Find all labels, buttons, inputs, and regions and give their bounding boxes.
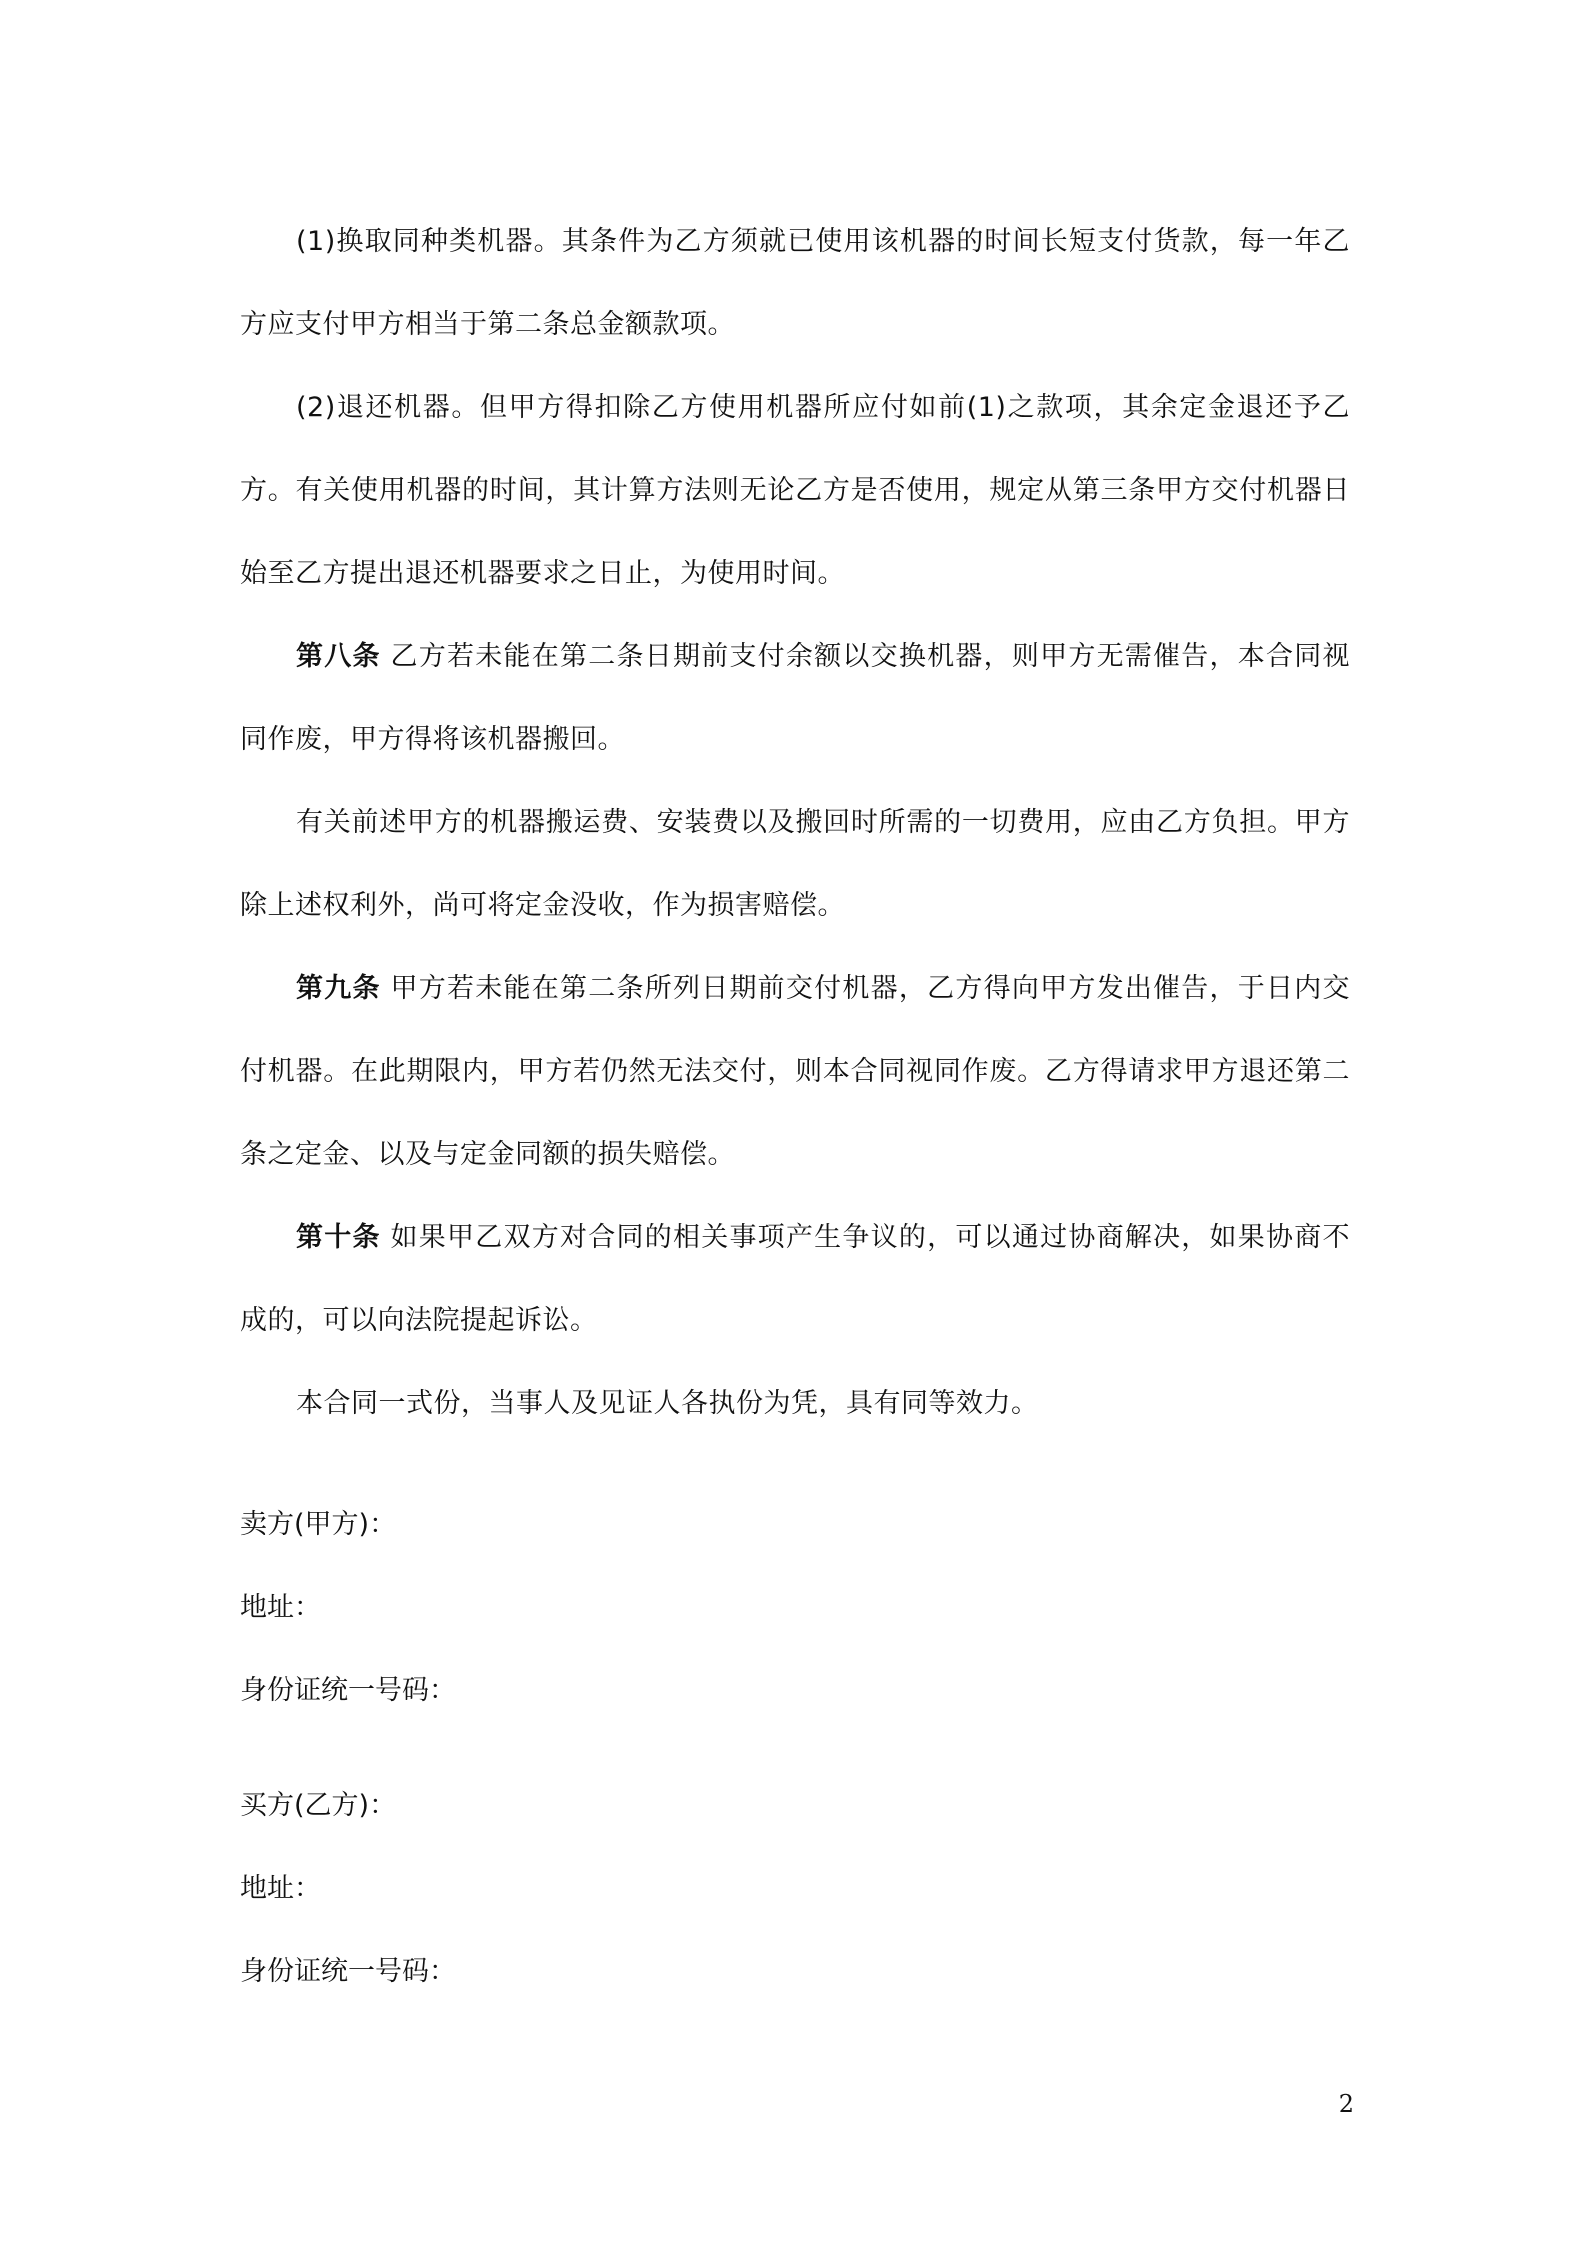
paragraph-text: (1)换取同种类机器。其条件为乙方须就已使用该机器的时间长短支付货款，每一年乙方应支付甲方相当于第二条总金额款项。: [240, 226, 1350, 340]
seller-signature-block: [240, 1483, 940, 1732]
paragraph-text: 甲方若未能在第二条所列日期前交付机器，乙方得向甲方发出催告，于日内交付机器。在此期限内，甲方若仍然无法交付，则本合同视同作废。乙方得请求甲方退还第二条之定金、以及与定金同额的损失赔偿。: [240, 973, 1350, 1170]
seller-address-label: 地址：: [240, 1592, 321, 1623]
clause-paragraph: [240, 200, 1350, 366]
seller-title: 卖方(甲方)：: [240, 1509, 397, 1540]
clause-paragraph: [240, 615, 1350, 781]
clause-paragraph: [240, 947, 1350, 1196]
paragraph-text: 本合同一式份，当事人及见证人各执份为凭，具有同等效力。: [296, 1388, 1039, 1419]
clause-paragraph: [240, 366, 1350, 615]
buyer-address-label: 地址：: [240, 1873, 321, 1904]
clause-paragraph: [240, 1196, 1350, 1362]
paragraph-text: 如果甲乙双方对合同的相关事项产生争议的，可以通过协商解决，如果协商不成的，可以向法院提起诉讼。: [240, 1222, 1350, 1336]
contract-body: [240, 200, 1350, 1445]
paragraph-text: (2)退还机器。但甲方得扣除乙方使用机器所应付如前(1)之款项，其余定金退还予乙方。有关使用机器的时间，其计算方法则无论乙方是否使用，规定从第三条甲方交付机器日始至乙方提出退还机器要求之日止，为使用时间。: [240, 392, 1350, 589]
article-label: 第八条: [296, 641, 381, 672]
clause-paragraph: [240, 1362, 1350, 1445]
article-label: 第九条: [296, 973, 381, 1004]
clause-paragraph: [240, 781, 1350, 947]
buyer-title: 买方(乙方)：: [240, 1790, 397, 1821]
article-label: 第十条: [296, 1222, 381, 1253]
page-number: 2: [1338, 2090, 1354, 2118]
paragraph-text: 乙方若未能在第二条日期前支付余额以交换机器，则甲方无需催告，本合同视同作废，甲方得将该机器搬回。: [240, 641, 1350, 755]
seller-id-label: 身份证统一号码：: [240, 1675, 456, 1706]
buyer-id-label: 身份证统一号码：: [240, 1956, 456, 1987]
buyer-signature-block: [240, 1764, 940, 2013]
paragraph-text: 有关前述甲方的机器搬运费、安装费以及搬回时所需的一切费用，应由乙方负担。甲方除上述权利外，尚可将定金没收，作为损害赔偿。: [240, 807, 1350, 921]
